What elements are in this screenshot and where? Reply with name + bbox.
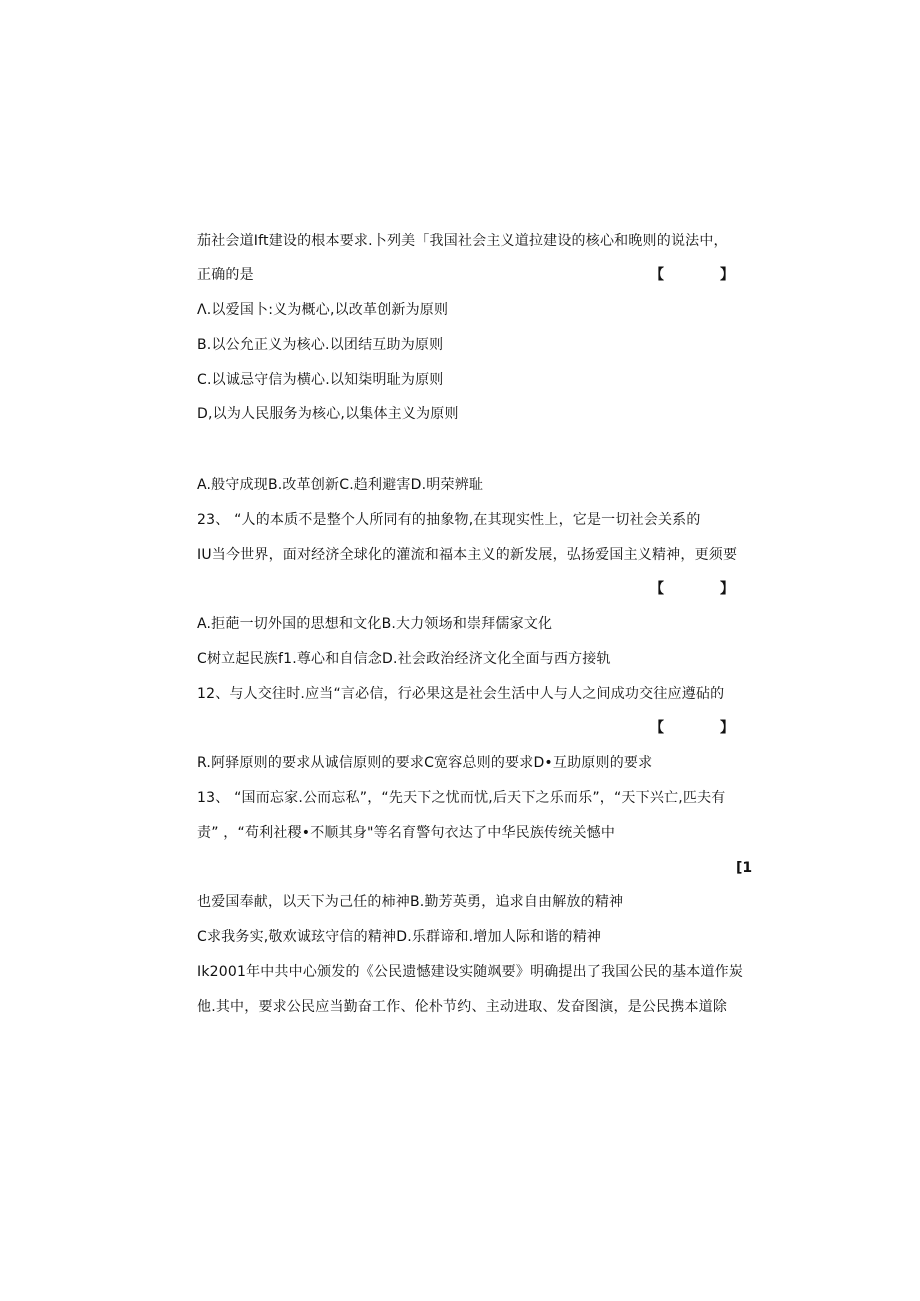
answer-bracket: 【 】 (650, 720, 734, 736)
answer-option: D,以为人民服务为核心,以集体主义为原则 (197, 406, 459, 422)
question-stem-line: 他.其中，要求公民应当勤奋工作、伦朴节约、主动进取、发奋图演，是公民携本道除 (197, 999, 728, 1015)
question-stem-line: 23、 “人的本质不是整个人所同有的抽象物,在其现实性上，它是一切社会关系的 (197, 512, 701, 528)
question-stem-line: 责” ，“苟利社稷•不顺其身"等名育警句衣达了中华民族传统关憾中 (197, 825, 616, 841)
answer-options-line: A.拒葩一切外国的思想和文化B.大力领场和崇拜儒家文化 (197, 616, 553, 632)
answer-option: B.以公允正义为核心.以团结互助为原则 (197, 337, 444, 353)
answer-options-line: A.般守成现B.改革创新C.趋利避害D.明荣辨耻 (197, 477, 484, 493)
question-stem-line: 12、与人交往时.应当“言必信，行必果这是社会生活中人与人之间成功交往应遵砧的 (197, 686, 725, 702)
answer-bracket-fragment: [1 (736, 860, 753, 876)
question-stem-line: Ik2001年中共中心颁发的《公民遗憾建设实随飒要》明确提出了我国公民的基本道作炭 (197, 964, 744, 980)
answer-options-line: 也爱国奉献，以天下为己任的柿神B.勤芳英勇，追求自由解放的精神 (197, 894, 624, 910)
answer-option: C.以诚忌守信为横心.以知柒明耻为原则 (197, 372, 444, 388)
question-stem-line: IU当今世界，面对经济全球化的灌流和福本主义的新发展，弘扬爱国主义精神，更须要 (197, 547, 738, 563)
answer-option: Λ.以爱国卜:义为概心,以改革创新为原则 (197, 302, 449, 318)
answer-bracket: 【 】 (650, 267, 734, 283)
answer-options-line: R.阿驿原则的要求从诚信原则的要求C宽容总则的要求D•互助原则的要求 (197, 755, 653, 771)
question-stem-line: 茄社会道Ift建设的根本要求.卜列美「我国社会主义道拉建设的核心和晚则的说法中， (197, 233, 728, 249)
question-stem-line: 13、 “国而忘家.公而忘私”，“先天下之忧而忧,后天下之乐而乐”，“天下兴亡,匹夫有 (197, 790, 726, 806)
answer-bracket: 【 】 (650, 581, 734, 597)
answer-options-line: C求我务实,敬欢诚玹守信的精神D.乐群谛和.增加人际和谐的精神 (197, 929, 602, 945)
answer-options-line: C树立起民族f1.尊心和自信念D.社会政治经济文化全面与西方接轨 (197, 651, 611, 667)
question-stem-line: 正确的是 (197, 267, 254, 283)
